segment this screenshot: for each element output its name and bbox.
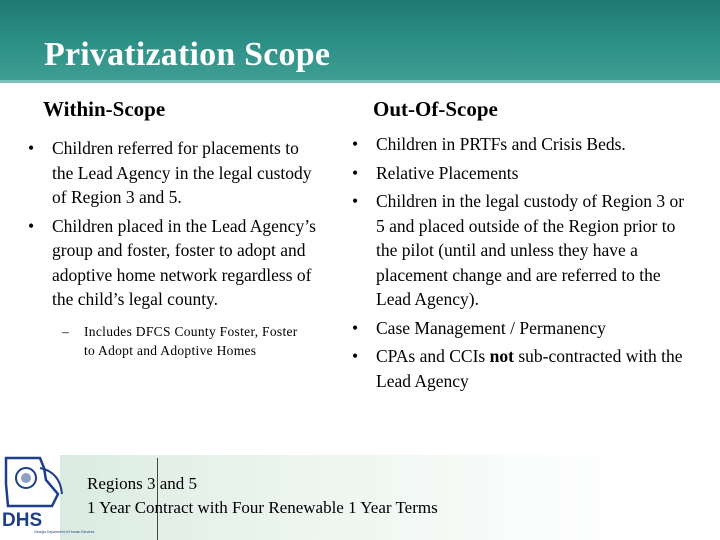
slide-title: Privatization Scope: [44, 36, 331, 73]
footer: [87, 472, 438, 520]
within-scope-heading: Within-Scope: [43, 97, 166, 121]
bullet-icon: •: [352, 162, 359, 183]
list-item-text-after: sub-contracted with the Lead Agency: [376, 346, 683, 391]
list-item-text: Case Management / Permanency: [376, 317, 606, 338]
bullet-icon: •: [352, 346, 359, 366]
bullet-icon: •: [352, 134, 359, 154]
list-item-text: Children in PRTFs and Crisis Beds.: [376, 134, 626, 154]
bullet-icon: •: [352, 191, 359, 211]
bullet-icon: •: [352, 317, 359, 338]
list-item: [28, 214, 317, 361]
list-item-text-before: CPAs and CCIs: [376, 346, 490, 366]
bullet-icon: •: [28, 215, 35, 236]
footer-line-1: Regions 3 and 5: [87, 474, 198, 493]
sub-list-item: [62, 322, 299, 361]
dhs-logo: [0, 454, 95, 540]
list-item-text: Children placed in the Lead Agency’s group and foster, foster to adopt and adoptive home network regardless of the child’s legal county.: [52, 215, 316, 309]
list-item: [352, 344, 696, 393]
within-scope-list: [28, 136, 317, 365]
list-item-text: Children in the legal custody of Region 3 or 5 and placed outside of the Region prior to the pilot (until and unless they have a placement change and are referred to the Lead Agency).: [376, 191, 685, 309]
sub-list-item-text: Includes DFCS County Foster, Foster to Adopt and Adoptive Homes: [84, 323, 298, 358]
bullet-icon: •: [28, 138, 35, 158]
footer-line-2: 1 Year Contract with Four Renewable 1 Year Terms: [87, 498, 438, 517]
list-item-text: Relative Placements: [376, 162, 519, 183]
list-item: [28, 136, 317, 210]
list-item: [352, 132, 696, 157]
out-of-scope-heading: Out-Of-Scope: [373, 97, 498, 121]
logo-subtext: Georgia Department of Human Services: [34, 530, 95, 534]
list-item: [352, 161, 696, 186]
title-divider: [0, 80, 720, 83]
list-item: [352, 189, 696, 312]
dash-icon: –: [62, 323, 70, 339]
emphasis-not: not: [489, 346, 514, 366]
out-of-scope-list: [352, 132, 696, 397]
logo-text: DHS: [2, 510, 43, 531]
list-item: [352, 316, 696, 341]
georgia-state-map-icon: [6, 458, 58, 506]
list-item-text: Children referred for placements to the Lead Agency in the legal custody of Region 3 and 5.: [52, 138, 312, 207]
